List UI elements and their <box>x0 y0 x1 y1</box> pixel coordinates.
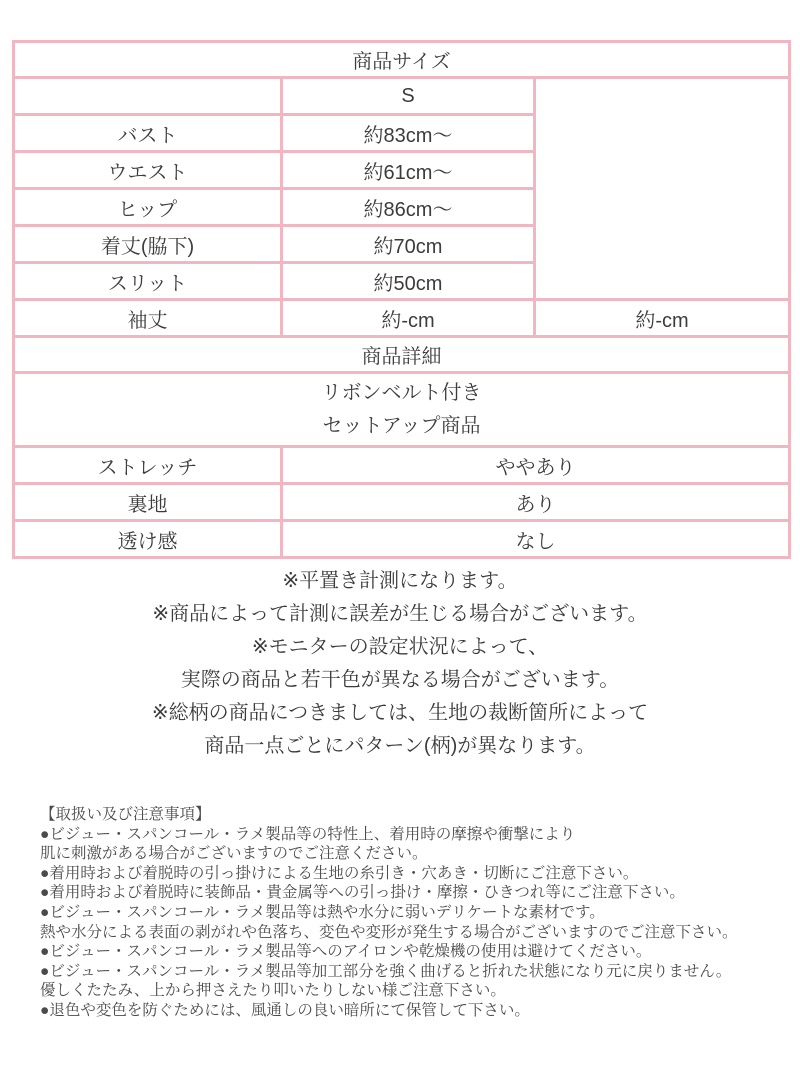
note-line: ※モニターの設定状況によって、 <box>251 636 549 658</box>
measure-value-hip: 約86cm〜 <box>282 189 535 226</box>
measure-value-length: 約70cm <box>282 226 535 263</box>
measure-label-hip: ヒップ <box>14 189 282 226</box>
table-row <box>14 521 790 558</box>
size-table-title: 商品サイズ <box>14 42 790 78</box>
size-row-label-empty <box>14 78 282 115</box>
handling-title: 【取扱い及び注意事項】 <box>40 806 211 823</box>
handling-line: 熱や水分による表面の剥がれや色落ち、変色や変形が発生する場合がございますのでご注意下さい。 <box>40 923 738 941</box>
spec-label-sheerness: 透け感 <box>14 521 282 558</box>
measure-label-waist: ウエスト <box>14 152 282 189</box>
spec-value-sheerness: なし <box>282 521 790 558</box>
measure-label-bust: バスト <box>14 115 282 152</box>
spec-label-lining: 裏地 <box>14 484 282 521</box>
handling-line: ●退色や変色を防ぐためには、風通しの良い暗所にて保管して下さい。 <box>40 1001 530 1019</box>
measurement-notes <box>0 565 800 763</box>
table-row <box>14 42 790 78</box>
handling-line: ●ビジュー・スパンコール・ラメ製品等の特性上、着用時の摩擦や衝撃により <box>40 825 576 843</box>
handling-line: 肌に刺激がある場合がございますのでご注意ください。 <box>40 845 428 863</box>
measure-value-waist: 約61cm〜 <box>282 152 535 189</box>
note-line: 実際の商品と若干色が異なる場合がございます。 <box>180 669 620 691</box>
handling-line: ●着用時および着脱時に装飾品・貴金属等への引っ掛け・摩擦・ひきつれ等にご注意下さい。 <box>40 884 685 902</box>
handling-line: ●ビジュー・スパンコール・ラメ製品等は熱や水分に弱いデリケートな素材です。 <box>40 903 605 921</box>
measure-label-length: 着丈(脇下) <box>14 226 282 263</box>
handling-line: ●ビジュー・スパンコール・ラメ製品等へのアイロンや乾燥機の使用は避けてください。 <box>40 943 652 961</box>
table-row <box>14 337 790 373</box>
measure-label-slit: スリット <box>14 263 282 300</box>
measure-value-bust: 約83cm〜 <box>282 115 535 152</box>
detail-section-title: 商品詳細 <box>14 337 790 373</box>
detail-line-ribbon-belt: リボンベルト付き <box>321 381 482 404</box>
table-row <box>14 78 790 115</box>
handling-precautions <box>40 805 764 1021</box>
table-row <box>14 447 790 484</box>
table-row <box>14 484 790 521</box>
handling-line: 優しくたたみ、上から押さえたり叩いたりしない様ご注意下さい。 <box>40 982 506 1000</box>
spec-label-stretch: ストレッチ <box>14 447 282 484</box>
measure-value-slit: 約50cm <box>282 263 535 300</box>
product-size-table <box>12 40 791 559</box>
note-line: ※総柄の商品につきましては、生地の裁断箇所によって <box>151 702 649 724</box>
size-merged-empty-cell <box>535 78 790 300</box>
detail-line-setup-item: セットアップ商品 <box>322 414 481 437</box>
measure-label-sleeve: 袖丈 <box>14 300 282 337</box>
measure-value-sleeve-s: 約-cm <box>282 300 535 337</box>
size-column-header: S <box>282 78 535 115</box>
spec-value-stretch: ややあり <box>282 447 790 484</box>
spec-value-lining: あり <box>282 484 790 521</box>
measure-value-sleeve-extra: 約-cm <box>535 300 790 337</box>
note-line: 商品一点ごとにパターン(柄)が異なります。 <box>204 735 596 757</box>
product-detail-cell <box>14 373 790 447</box>
handling-line: ●ビジュー・スパンコール・ラメ製品等加工部分を強く曲げると折れた状態になり元に戻りません。 <box>40 962 732 980</box>
table-row <box>14 373 790 447</box>
note-line: ※平置き計測になります。 <box>282 570 518 592</box>
table-row <box>14 300 790 337</box>
handling-line: ●着用時および着脱時の引っ掛けによる生地の糸引き・穴あき・切断にご注意下さい。 <box>40 864 639 882</box>
note-line: ※商品によって計測に誤差が生じる場合がございます。 <box>152 603 648 625</box>
